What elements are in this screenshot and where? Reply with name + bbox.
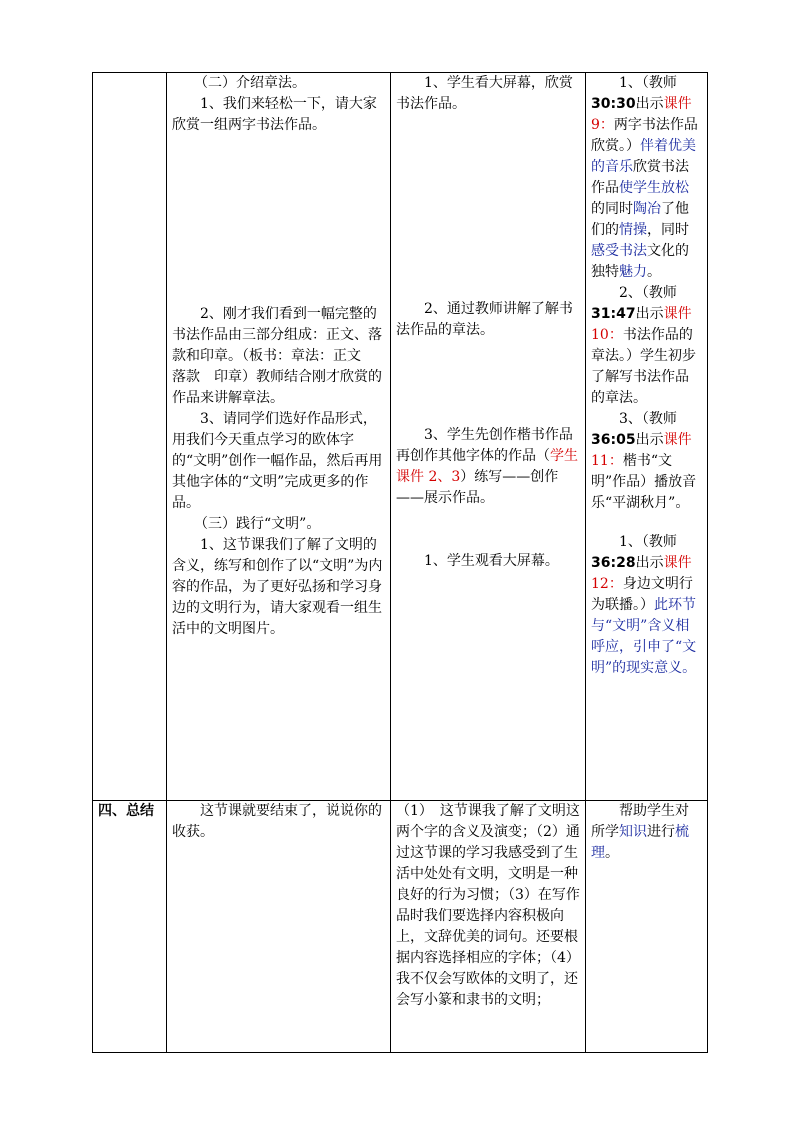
teacher-paragraph: 1、我们来轻松一下，请大家欣赏一组两字书法作品。 [172,96,377,133]
student-courseware-ref: 学生课件 2、3 [396,448,578,485]
note-paragraph: 2、（教师31:47出示课件10：书法作品的章法。）学生初步了解写书法作品的章法。 [591,285,696,406]
note-paragraph: 1、（教师36:28出示课件12：身边文明行为联播。）此环节与“文明”含义相呼应，引申了“文明”的现实意义。 [591,534,697,676]
teacher-paragraph: 1、这节课我们了解了文明的含义，练写和创作了以“文明”为内容的作品，为了更好弘扬和学习身边的文明行为，请大家观看一组生活中的文明图片。 [172,537,383,637]
note-paragraph: 3、（教师36:05出示课件11：楷书“文明”作品）播放音乐“平湖秋月”。 [591,411,697,511]
stage-cell [93,801,167,1053]
student-paragraph: 3、学生先创作楷书作品再创作其他字体的作品（学生课件 2、3）练写——创作——展示作品。 [396,427,578,506]
student-paragraph: 2、通过教师讲解了解书法作品的章法。 [396,301,573,338]
lesson-plan-table [92,72,708,1053]
student-paragraph: 1、学生看大屏幕，欣赏书法作品。 [396,75,573,112]
timestamp: 30:30 [591,96,636,112]
teacher-activity-cell [167,801,391,1053]
teacher-paragraph: 这节课就要结束了，说说你的收获。 [172,803,382,840]
design-notes-cell [586,73,708,801]
student-paragraph: 1、学生观看大屏幕。 [424,553,559,569]
courseware-ref: 课件11： [591,432,692,469]
design-notes-cell [586,801,708,1053]
timestamp: 36:05 [591,432,636,448]
table-row [93,801,708,1053]
timestamp: 36:28 [591,555,636,571]
teacher-activity-cell [167,73,391,801]
courseware-ref: 课件10： [591,306,692,343]
student-paragraph: （1） 这节课我了解了文明这两个字的含义及演变；（2）通过这节课的学习我感受到了生活中处处有文明，文明是一种良好的行为习惯；（3）在写作品时我们要选择内容积极向上，文辞优美的词句。还要根据内容选择相应的字体；（4）我不仅会写欧体的文明了，还会写小篆和隶书的文明； [396,803,580,1008]
section-heading: （三）践行“文明”。 [194,516,321,532]
note-paragraph: 帮助学生对所学知识进行梳理。 [591,803,689,861]
stage-label: 四、总结 [98,803,154,819]
teacher-paragraph: 2、刚才我们看到一幅完整的书法作品由三部分组成：正文、落款和印章。（板书：章法：正文 落款 印章）教师结合刚才欣赏的作品来讲解章法。 [172,306,382,406]
student-activity-cell [391,73,586,801]
courseware-ref: 课件9： [591,96,692,133]
stage-cell [93,73,167,801]
timestamp: 31:47 [591,306,636,322]
section-heading: （二）介绍章法。 [194,75,306,91]
student-activity-cell [391,801,586,1053]
note-paragraph: 1、（教师30:30出示课件9：两字书法作品欣赏。）伴着优美的音乐欣赏书法作品使学生放松的同时陶冶了他们的情操，同时感受书法文化的独特魅力。 [591,75,698,280]
table-row [93,73,708,801]
teacher-paragraph: 3、请同学们选好作品形式，用我们今天重点学习的欧体字的“文明”创作一幅作品，然后再用其他字体的“文明”完成更多的作品。 [172,411,383,511]
courseware-ref: 课件12： [591,555,692,592]
